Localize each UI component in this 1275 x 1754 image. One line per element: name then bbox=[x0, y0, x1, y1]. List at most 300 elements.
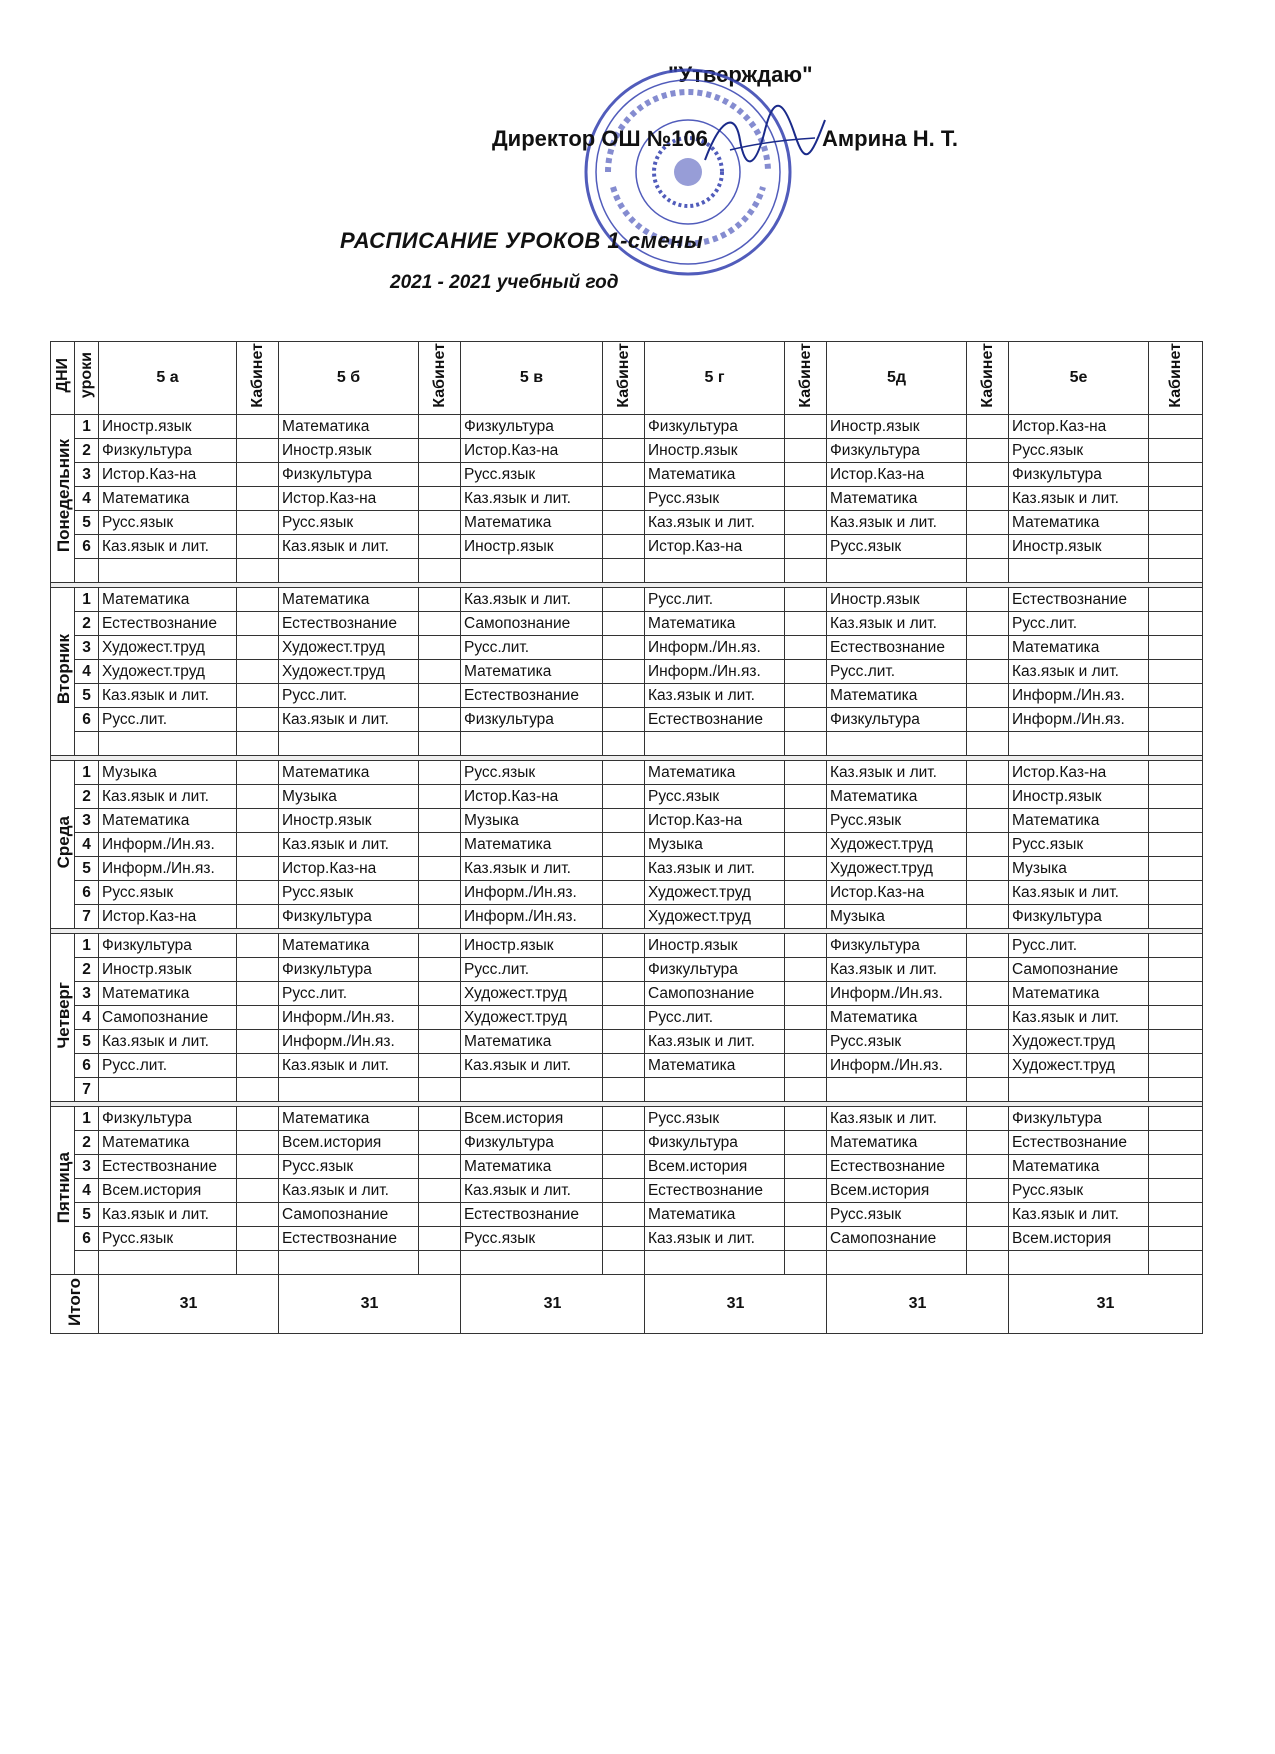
subject-cell bbox=[645, 559, 785, 583]
subject-cell: Математика bbox=[99, 982, 237, 1006]
cabinet-cell bbox=[1149, 1131, 1203, 1155]
subject-cell: Информ./Ин.яз. bbox=[827, 1054, 967, 1078]
subject-cell: Физкультура bbox=[461, 415, 603, 439]
subject-cell: Русс.язык bbox=[279, 881, 419, 905]
subject-cell: Русс.лит. bbox=[645, 588, 785, 612]
cabinet-cell bbox=[419, 463, 461, 487]
lesson-row bbox=[51, 1179, 1203, 1203]
subject-cell: Всем.история bbox=[645, 1155, 785, 1179]
subject-cell: Художест.труд bbox=[99, 636, 237, 660]
subject-cell: Каз.язык и лит. bbox=[1009, 487, 1149, 511]
subject-cell: Математика bbox=[99, 487, 237, 511]
subject-cell: Русс.язык bbox=[461, 761, 603, 785]
cabinet-cell bbox=[603, 857, 645, 881]
cabinet-cell bbox=[1149, 833, 1203, 857]
subject-cell: Русс.язык bbox=[1009, 1179, 1149, 1203]
cabinet-cell bbox=[967, 1107, 1009, 1131]
cabinet-cell bbox=[237, 934, 279, 958]
subject-cell: Художест.труд bbox=[1009, 1054, 1149, 1078]
cabinet-cell bbox=[785, 958, 827, 982]
subject-cell: Иностр.язык bbox=[99, 415, 237, 439]
lesson-row bbox=[51, 535, 1203, 559]
cabinet-cell bbox=[1149, 463, 1203, 487]
cabinet-header: Кабинет bbox=[237, 342, 279, 415]
subject-cell: Информ./Ин.яз. bbox=[279, 1006, 419, 1030]
class-header: 5е bbox=[1009, 342, 1149, 415]
subject-cell: Художест.труд bbox=[1009, 1030, 1149, 1054]
subject-cell: Каз.язык и лит. bbox=[99, 535, 237, 559]
cabinet-cell bbox=[419, 1030, 461, 1054]
cabinet-cell bbox=[603, 415, 645, 439]
subject-cell: Всем.история bbox=[279, 1131, 419, 1155]
subject-cell: Физкультура bbox=[279, 905, 419, 929]
lesson-number: 4 bbox=[75, 1179, 99, 1203]
cabinet-cell bbox=[785, 1006, 827, 1030]
cabinet-cell bbox=[785, 1078, 827, 1102]
subject-cell: Истор.Каз-на bbox=[827, 881, 967, 905]
lesson-row bbox=[51, 905, 1203, 929]
total-value: 31 bbox=[645, 1275, 827, 1334]
cabinet-cell bbox=[785, 761, 827, 785]
subject-cell: Математика bbox=[1009, 511, 1149, 535]
cabinet-cell bbox=[1149, 660, 1203, 684]
cabinet-cell bbox=[785, 511, 827, 535]
cabinet-cell bbox=[967, 1006, 1009, 1030]
subject-cell: Русс.язык bbox=[99, 881, 237, 905]
cabinet-cell bbox=[419, 636, 461, 660]
cabinet-cell bbox=[967, 732, 1009, 756]
lesson-number: 4 bbox=[75, 487, 99, 511]
cabinet-cell bbox=[603, 1203, 645, 1227]
subject-cell: Самопознание bbox=[99, 1006, 237, 1030]
cabinet-cell bbox=[419, 857, 461, 881]
subject-cell: Естествознание bbox=[461, 1203, 603, 1227]
cabinet-cell bbox=[237, 1054, 279, 1078]
cabinet-cell bbox=[237, 1155, 279, 1179]
totals-row bbox=[51, 1275, 1203, 1334]
subject-cell bbox=[461, 559, 603, 583]
subject-cell: Каз.язык и лит. bbox=[461, 1054, 603, 1078]
lesson-row bbox=[51, 785, 1203, 809]
director-title: Директор ОШ №106 bbox=[492, 126, 708, 151]
subject-cell bbox=[461, 732, 603, 756]
cabinet-cell bbox=[419, 1054, 461, 1078]
lesson-number: 3 bbox=[75, 982, 99, 1006]
subject-cell: Художест.труд bbox=[99, 660, 237, 684]
lesson-number: 1 bbox=[75, 934, 99, 958]
lessons-header: уроки bbox=[75, 342, 99, 415]
cabinet-cell bbox=[785, 1203, 827, 1227]
subject-cell: Каз.язык и лит. bbox=[645, 1030, 785, 1054]
cabinet-header: Кабинет bbox=[1149, 342, 1203, 415]
cabinet-cell bbox=[237, 1006, 279, 1030]
lesson-number: 3 bbox=[75, 463, 99, 487]
day-label: Среда bbox=[51, 761, 75, 929]
cabinet-cell bbox=[237, 1107, 279, 1131]
subject-cell: Информ./Ин.яз. bbox=[461, 881, 603, 905]
cabinet-cell bbox=[419, 1131, 461, 1155]
cabinet-cell bbox=[967, 905, 1009, 929]
subject-cell: Музыка bbox=[827, 905, 967, 929]
cabinet-cell bbox=[967, 415, 1009, 439]
cabinet-cell bbox=[1149, 934, 1203, 958]
subject-cell: Самопознание bbox=[827, 1227, 967, 1251]
subject-cell: Физкультура bbox=[645, 958, 785, 982]
subject-cell: Русс.лит. bbox=[1009, 934, 1149, 958]
cabinet-cell bbox=[603, 809, 645, 833]
lesson-number: 2 bbox=[75, 612, 99, 636]
cabinet-header: Кабинет bbox=[419, 342, 461, 415]
cabinet-cell bbox=[785, 732, 827, 756]
cabinet-cell bbox=[237, 785, 279, 809]
subject-cell: Истор.Каз-на bbox=[99, 463, 237, 487]
subject-cell: Русс.язык bbox=[827, 1030, 967, 1054]
lesson-number: 4 bbox=[75, 833, 99, 857]
lesson-row bbox=[51, 636, 1203, 660]
class-header: 5 г bbox=[645, 342, 785, 415]
lesson-row bbox=[51, 612, 1203, 636]
cabinet-cell bbox=[1149, 1155, 1203, 1179]
total-value: 31 bbox=[279, 1275, 461, 1334]
subject-cell: Художест.труд bbox=[461, 982, 603, 1006]
subject-cell: Естествознание bbox=[99, 612, 237, 636]
cabinet-cell bbox=[785, 1227, 827, 1251]
lesson-number: 2 bbox=[75, 439, 99, 463]
lesson-number: 6 bbox=[75, 1054, 99, 1078]
subject-cell: Русс.язык bbox=[279, 1155, 419, 1179]
subject-cell: Каз.язык и лит. bbox=[1009, 1203, 1149, 1227]
subject-cell: Русс.язык bbox=[99, 1227, 237, 1251]
subject-cell: Музыка bbox=[461, 809, 603, 833]
cabinet-cell bbox=[603, 958, 645, 982]
cabinet-cell bbox=[237, 684, 279, 708]
cabinet-cell bbox=[419, 905, 461, 929]
subject-cell: Каз.язык и лит. bbox=[1009, 660, 1149, 684]
cabinet-cell bbox=[603, 439, 645, 463]
subject-cell: Иностр.язык bbox=[99, 958, 237, 982]
cabinet-cell bbox=[419, 487, 461, 511]
subject-cell: Русс.язык bbox=[645, 1107, 785, 1131]
subject-cell: Истор.Каз-на bbox=[827, 463, 967, 487]
lesson-row bbox=[51, 708, 1203, 732]
cabinet-cell bbox=[785, 905, 827, 929]
cabinet-cell bbox=[1149, 487, 1203, 511]
lesson-row bbox=[51, 881, 1203, 905]
lesson-row bbox=[51, 1227, 1203, 1251]
subject-cell: Русс.лит. bbox=[827, 660, 967, 684]
lesson-row bbox=[51, 1030, 1203, 1054]
subject-cell: Художест.труд bbox=[461, 1006, 603, 1030]
cabinet-cell bbox=[603, 1107, 645, 1131]
subject-cell: Математика bbox=[279, 1107, 419, 1131]
cabinet-cell bbox=[785, 535, 827, 559]
subject-cell: Математика bbox=[645, 1203, 785, 1227]
cabinet-cell bbox=[967, 463, 1009, 487]
subject-cell: Художест.труд bbox=[827, 857, 967, 881]
lesson-number: 1 bbox=[75, 415, 99, 439]
cabinet-cell bbox=[603, 732, 645, 756]
cabinet-cell bbox=[603, 934, 645, 958]
day-label: Вторник bbox=[51, 588, 75, 756]
subject-cell: Каз.язык и лит. bbox=[1009, 881, 1149, 905]
lesson-number: 6 bbox=[75, 1227, 99, 1251]
subject-cell bbox=[645, 732, 785, 756]
subject-cell: Иностр.язык bbox=[279, 809, 419, 833]
cabinet-cell bbox=[967, 761, 1009, 785]
cabinet-cell bbox=[967, 1030, 1009, 1054]
lesson-row bbox=[51, 761, 1203, 785]
cabinet-cell bbox=[237, 1251, 279, 1275]
subject-cell: Истор.Каз-на bbox=[461, 439, 603, 463]
cabinet-cell bbox=[419, 559, 461, 583]
cabinet-cell bbox=[237, 1203, 279, 1227]
subject-cell: Каз.язык и лит. bbox=[99, 785, 237, 809]
lesson-number bbox=[75, 1251, 99, 1275]
subject-cell: Иностр.язык bbox=[461, 535, 603, 559]
subject-cell: Математика bbox=[827, 1131, 967, 1155]
cabinet-cell bbox=[237, 833, 279, 857]
cabinet-cell bbox=[419, 809, 461, 833]
subject-cell: Математика bbox=[1009, 636, 1149, 660]
cabinet-cell bbox=[785, 857, 827, 881]
subject-cell: Математика bbox=[279, 761, 419, 785]
subject-cell: Каз.язык и лит. bbox=[461, 857, 603, 881]
cabinet-cell bbox=[603, 785, 645, 809]
subject-cell: Физкультура bbox=[279, 958, 419, 982]
subject-cell: Математика bbox=[461, 1030, 603, 1054]
subject-cell: Русс.лит. bbox=[461, 958, 603, 982]
subject-cell: Истор.Каз-на bbox=[1009, 761, 1149, 785]
subject-cell: Математика bbox=[279, 588, 419, 612]
cabinet-cell bbox=[603, 559, 645, 583]
subject-cell: Каз.язык и лит. bbox=[99, 1030, 237, 1054]
cabinet-cell bbox=[603, 636, 645, 660]
cabinet-cell bbox=[419, 684, 461, 708]
cabinet-cell bbox=[785, 1107, 827, 1131]
subject-cell: Математика bbox=[1009, 809, 1149, 833]
subject-cell bbox=[645, 1078, 785, 1102]
cabinet-cell bbox=[1149, 559, 1203, 583]
lesson-number: 4 bbox=[75, 660, 99, 684]
cabinet-cell bbox=[785, 660, 827, 684]
total-value: 31 bbox=[461, 1275, 645, 1334]
subject-cell: Каз.язык и лит. bbox=[279, 535, 419, 559]
subject-cell: Естествознание bbox=[1009, 1131, 1149, 1155]
subject-cell: Музыка bbox=[99, 761, 237, 785]
total-value: 31 bbox=[827, 1275, 1009, 1334]
subject-cell: Иностр.язык bbox=[461, 934, 603, 958]
lesson-number: 6 bbox=[75, 881, 99, 905]
cabinet-cell bbox=[237, 535, 279, 559]
cabinet-cell bbox=[603, 982, 645, 1006]
subject-cell: Физкультура bbox=[279, 463, 419, 487]
cabinet-cell bbox=[785, 1251, 827, 1275]
cabinet-header: Кабинет bbox=[967, 342, 1009, 415]
total-value: 31 bbox=[99, 1275, 279, 1334]
class-header: 5д bbox=[827, 342, 967, 415]
cabinet-cell bbox=[237, 982, 279, 1006]
subject-cell: Истор.Каз-на bbox=[99, 905, 237, 929]
subject-cell: Самопознание bbox=[1009, 958, 1149, 982]
cabinet-cell bbox=[237, 809, 279, 833]
subject-cell: Математика bbox=[99, 809, 237, 833]
subject-cell: Физкультура bbox=[827, 708, 967, 732]
subject-cell: Всем.история bbox=[1009, 1227, 1149, 1251]
lesson-row bbox=[51, 1107, 1203, 1131]
subject-cell bbox=[99, 559, 237, 583]
header-row bbox=[51, 342, 1203, 415]
subject-cell: Математика bbox=[827, 1006, 967, 1030]
lesson-number: 2 bbox=[75, 958, 99, 982]
cabinet-cell bbox=[1149, 761, 1203, 785]
lesson-row bbox=[51, 934, 1203, 958]
cabinet-cell bbox=[785, 439, 827, 463]
subject-cell: Математика bbox=[1009, 982, 1149, 1006]
cabinet-cell bbox=[603, 708, 645, 732]
cabinet-cell bbox=[1149, 612, 1203, 636]
cabinet-cell bbox=[967, 881, 1009, 905]
subject-cell: Физкультура bbox=[827, 439, 967, 463]
subject-cell: Естествознание bbox=[461, 684, 603, 708]
subject-cell: Каз.язык и лит. bbox=[99, 1203, 237, 1227]
subject-cell: Каз.язык и лит. bbox=[827, 1107, 967, 1131]
cabinet-cell bbox=[967, 439, 1009, 463]
cabinet-cell bbox=[419, 535, 461, 559]
lesson-number bbox=[75, 559, 99, 583]
lesson-number: 2 bbox=[75, 1131, 99, 1155]
cabinet-cell bbox=[967, 958, 1009, 982]
subject-cell bbox=[827, 732, 967, 756]
cabinet-cell bbox=[419, 1078, 461, 1102]
approval-heading: "Утверждаю" bbox=[668, 62, 813, 87]
cabinet-cell bbox=[1149, 439, 1203, 463]
subject-cell: Русс.язык bbox=[827, 809, 967, 833]
lesson-number: 5 bbox=[75, 1030, 99, 1054]
days-header: ДНИ bbox=[51, 342, 75, 415]
subject-cell: Истор.Каз-на bbox=[645, 809, 785, 833]
subject-cell: Математика bbox=[827, 684, 967, 708]
cabinet-cell bbox=[1149, 958, 1203, 982]
cabinet-cell bbox=[1149, 905, 1203, 929]
lesson-number: 6 bbox=[75, 535, 99, 559]
cabinet-cell bbox=[419, 415, 461, 439]
cabinet-cell bbox=[237, 588, 279, 612]
cabinet-cell bbox=[785, 809, 827, 833]
cabinet-cell bbox=[419, 785, 461, 809]
cabinet-cell bbox=[785, 1131, 827, 1155]
class-header: 5 б bbox=[279, 342, 419, 415]
lesson-number: 4 bbox=[75, 1006, 99, 1030]
subject-cell: Информ./Ин.яз. bbox=[1009, 684, 1149, 708]
class-header: 5 в bbox=[461, 342, 603, 415]
subject-cell: Математика bbox=[461, 511, 603, 535]
cabinet-cell bbox=[419, 958, 461, 982]
cabinet-cell bbox=[603, 1227, 645, 1251]
cabinet-cell bbox=[785, 982, 827, 1006]
cabinet-cell bbox=[967, 809, 1009, 833]
subject-cell: Физкультура bbox=[99, 1107, 237, 1131]
schedule-table bbox=[50, 341, 1203, 1334]
cabinet-cell bbox=[419, 1155, 461, 1179]
cabinet-cell bbox=[785, 785, 827, 809]
cabinet-cell bbox=[419, 833, 461, 857]
subject-cell: Физкультура bbox=[1009, 463, 1149, 487]
subject-cell: Математика bbox=[645, 612, 785, 636]
subject-cell: Каз.язык и лит. bbox=[645, 857, 785, 881]
lesson-number: 5 bbox=[75, 1203, 99, 1227]
cabinet-cell bbox=[419, 588, 461, 612]
subject-cell: Иностр.язык bbox=[645, 439, 785, 463]
lesson-row bbox=[51, 415, 1203, 439]
cabinet-cell bbox=[603, 612, 645, 636]
cabinet-cell bbox=[1149, 415, 1203, 439]
subject-cell bbox=[279, 559, 419, 583]
subject-cell: Русс.лит. bbox=[279, 684, 419, 708]
subject-cell: Всем.история bbox=[99, 1179, 237, 1203]
subject-cell bbox=[279, 1078, 419, 1102]
cabinet-cell bbox=[419, 732, 461, 756]
day-label: Четверг bbox=[51, 934, 75, 1102]
cabinet-cell bbox=[1149, 511, 1203, 535]
subject-cell: Русс.язык bbox=[461, 463, 603, 487]
subject-cell: Русс.лит. bbox=[645, 1006, 785, 1030]
subject-cell: Математика bbox=[99, 588, 237, 612]
lesson-number: 3 bbox=[75, 636, 99, 660]
subject-cell: Физкультура bbox=[645, 1131, 785, 1155]
cabinet-cell bbox=[785, 1054, 827, 1078]
cabinet-cell bbox=[785, 1155, 827, 1179]
cabinet-cell bbox=[967, 857, 1009, 881]
subject-cell: Информ./Ин.яз. bbox=[645, 636, 785, 660]
cabinet-cell bbox=[237, 857, 279, 881]
subject-cell: Информ./Ин.яз. bbox=[279, 1030, 419, 1054]
subject-cell: Естествознание bbox=[279, 1227, 419, 1251]
subject-cell: Иностр.язык bbox=[1009, 535, 1149, 559]
cabinet-cell bbox=[785, 1179, 827, 1203]
subject-cell: Музыка bbox=[1009, 857, 1149, 881]
cabinet-cell bbox=[1149, 809, 1203, 833]
lesson-number: 5 bbox=[75, 511, 99, 535]
cabinet-cell bbox=[785, 559, 827, 583]
cabinet-cell bbox=[1149, 1054, 1203, 1078]
subject-cell: Информ./Ин.яз. bbox=[461, 905, 603, 929]
cabinet-cell bbox=[1149, 535, 1203, 559]
cabinet-cell bbox=[967, 660, 1009, 684]
subject-cell: Каз.язык и лит. bbox=[279, 1179, 419, 1203]
subject-cell: Иностр.язык bbox=[645, 934, 785, 958]
subject-cell: Каз.язык и лит. bbox=[461, 487, 603, 511]
lesson-row bbox=[51, 1155, 1203, 1179]
subject-cell: Каз.язык и лит. bbox=[461, 1179, 603, 1203]
cabinet-cell bbox=[237, 958, 279, 982]
cabinet-header: Кабинет bbox=[785, 342, 827, 415]
cabinet-cell bbox=[603, 1131, 645, 1155]
lesson-row bbox=[51, 1131, 1203, 1155]
cabinet-cell bbox=[419, 1227, 461, 1251]
subject-cell: Естествознание bbox=[279, 612, 419, 636]
cabinet-cell bbox=[967, 511, 1009, 535]
cabinet-cell bbox=[1149, 857, 1203, 881]
lesson-number: 5 bbox=[75, 857, 99, 881]
subject-cell: Иностр.язык bbox=[279, 439, 419, 463]
cabinet-cell bbox=[237, 463, 279, 487]
cabinet-cell bbox=[237, 1131, 279, 1155]
subject-cell: Каз.язык и лит. bbox=[279, 708, 419, 732]
lesson-row bbox=[51, 1251, 1203, 1275]
lesson-row bbox=[51, 660, 1203, 684]
cabinet-cell bbox=[967, 833, 1009, 857]
subject-cell: Каз.язык и лит. bbox=[461, 588, 603, 612]
